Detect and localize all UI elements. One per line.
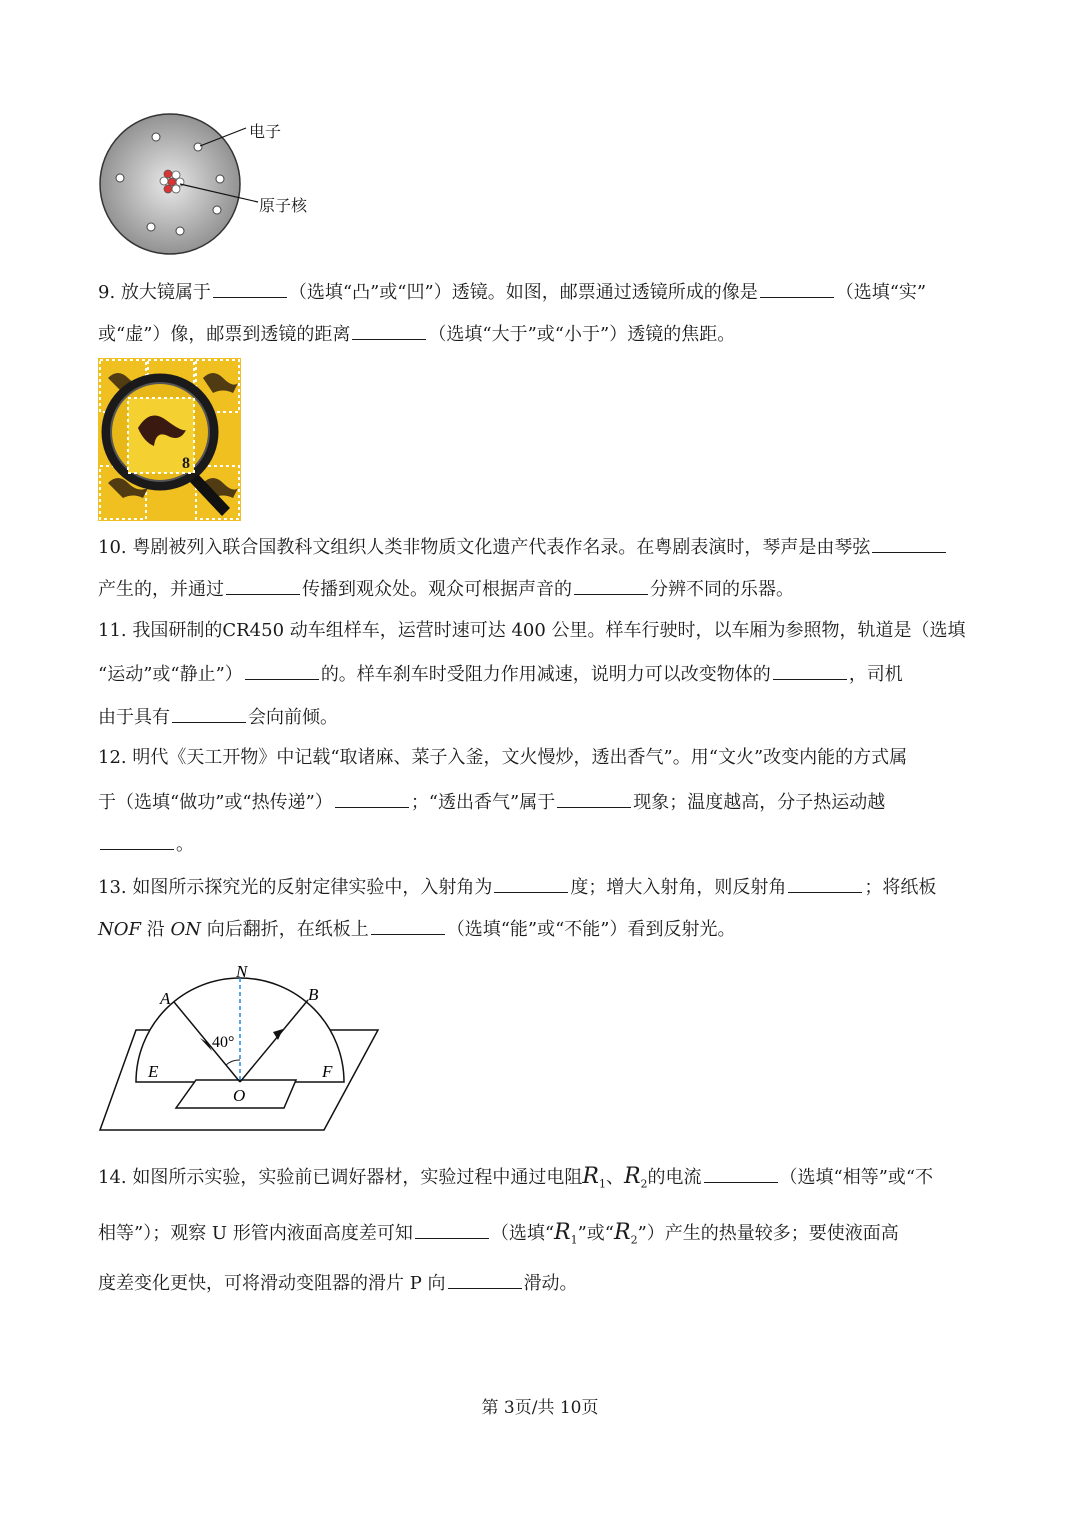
angle-label: 40° (212, 1034, 235, 1051)
question-12-line-3: 。 (98, 831, 194, 857)
answer-blank[interactable] (448, 1270, 522, 1289)
question-9-line-2: 或“虚”）像，邮票到透镜的距离 （选填“大于”或“小于”）透镜的焦距。 (98, 321, 735, 347)
answer-blank[interactable] (335, 789, 409, 808)
answer-blank[interactable] (415, 1220, 489, 1239)
answer-blank[interactable] (352, 321, 426, 340)
question-11-line-2: “运动”或“静止”） 的。样车刹车时受阻力作用减速，说明力可以改变物体的 ，司机 (98, 661, 903, 687)
label-O: O (233, 1086, 246, 1105)
answer-blank[interactable] (245, 661, 319, 680)
page-footer: 第 3页/共 10页 (481, 1398, 599, 1418)
question-13-line-1: 13. 如图所示探究光的反射定律实验中，入射角为 度；增大入射角，则反射角 ；将纸板 (98, 874, 936, 900)
nucleus-label: 原子核 (259, 196, 308, 215)
answer-blank[interactable] (574, 576, 648, 595)
label-N: N (236, 962, 248, 981)
answer-blank[interactable] (788, 874, 862, 893)
answer-blank[interactable] (172, 704, 246, 723)
answer-blank[interactable] (100, 831, 174, 850)
label-E: E (148, 1062, 159, 1081)
question-14-line-3: 度差变化更快，可将滑动变阻器的滑片 P 向 滑动。 (98, 1270, 578, 1296)
electron-label: 电子 (249, 122, 282, 141)
answer-blank[interactable] (226, 576, 300, 595)
answer-blank[interactable] (773, 661, 847, 680)
question-11-line-3: 由于具有 会向前倾。 (98, 704, 338, 730)
label-F: F (322, 1062, 333, 1081)
answer-blank[interactable] (371, 916, 445, 935)
question-13-line-2: NOF 沿 ON 向后翻折，在纸板上 （选填“能”或“不能”）看到反射光。 (98, 916, 736, 942)
reflection-diagram (96, 960, 386, 1135)
answer-blank[interactable] (872, 534, 946, 553)
question-14-line-2: 相等”）；观察 U 形管内液面高度差可知 （选填“$R_1$”或“$R_2$”）产生的热量较多；要使液面高 (98, 1220, 899, 1247)
atom-diagram (96, 112, 326, 262)
stamp-magnifier-photo (98, 358, 241, 521)
question-12-line-1: 12. 明代《天工开物》中记载“取诸麻、菜子入釜，文火慢炒，透出香气”。用“文火”改变内能的方式属 (98, 747, 908, 768)
question-10-line-2: 产生的，并通过 传播到观众处。观众可根据声音的 分辨不同的乐器。 (98, 576, 794, 602)
question-14-line-1: 14. 如图所示实验，实验前已调好器材，实验过程中通过电阻$R_1$、$R_2$的电流 （选填“相等”或“不 (98, 1164, 934, 1191)
question-9-line-1: 9. 放大镜属于 （选填“凸”或“凹”）透镜。如图，邮票通过透镜所成的像是 （选填“实” (98, 279, 926, 305)
label-B: B (308, 985, 319, 1004)
question-10-line-1: 10. 粤剧被列入联合国教科文组织人类非物质文化遗产代表作名录。在粤剧表演时，琴声是由琴弦 (98, 534, 948, 560)
stamp-value: 8 (182, 455, 190, 472)
answer-blank[interactable] (760, 279, 834, 298)
answer-blank[interactable] (704, 1164, 778, 1183)
question-12-line-2: 于（选填“做功”或“热传递”） ；“透出香气”属于 现象；温度越高，分子热运动越 (98, 789, 885, 815)
answer-blank[interactable] (494, 874, 568, 893)
answer-blank[interactable] (213, 279, 287, 298)
answer-blank[interactable] (557, 789, 631, 808)
question-11-line-1: 11. 我国研制的CR450 动车组样车，运营时速可达 400 公里。样车行驶时，以车厢为参照物，轨道是（选填 (98, 620, 966, 641)
label-A: A (160, 989, 171, 1008)
